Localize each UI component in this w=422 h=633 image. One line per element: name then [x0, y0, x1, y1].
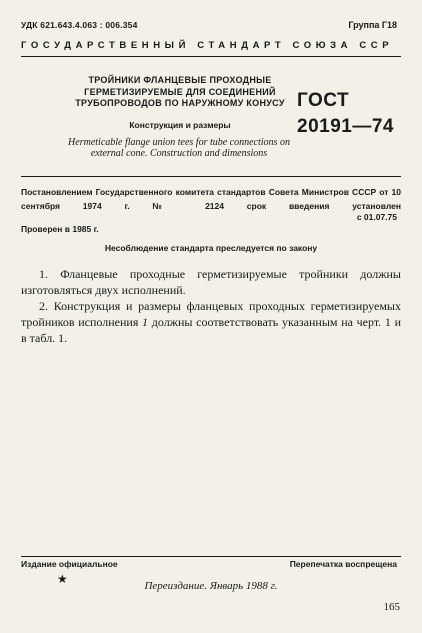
effective-date: с 01.07.75 — [356, 212, 397, 222]
paragraph-1: 1. Фланцевые проходные герметизируемые тройники должны изготовляться двух исполнений. — [21, 267, 401, 297]
paragraph-2-end: должны соответствовать указанным на черт. 1 и в табл. 1. — [21, 315, 401, 345]
gost-label: ГОСТ — [297, 90, 350, 111]
page-number: 165 — [383, 601, 400, 613]
udk-code: УДК 621.643.4.063 : 006.354 — [21, 20, 138, 30]
top-rule — [21, 56, 401, 57]
paragraph-2 — [21, 298, 401, 346]
official-edition: Издание официальное — [21, 559, 118, 569]
paragraph-2-start: 2. Конструкция и размеры фланцевых проходных герметизируемых тройников исполнения — [21, 299, 401, 329]
state-standard-banner: ГОСУДАРСТВЕННЫЙ СТАНДАРТ СОЮЗА ССР — [21, 40, 394, 51]
bottom-rule — [21, 556, 401, 557]
russian-subtitle: Конструкция и размеры — [129, 120, 231, 130]
decree-text: Постановлением Государственного комитета стандартов Совета Министров СССР от 10 сентября 1974 г. № 2124 срок введения установлен — [21, 187, 401, 211]
middle-rule — [21, 176, 401, 177]
variant-number: 1 — [142, 315, 149, 329]
group-code: Группа Г18 — [348, 20, 397, 30]
russian-title: ТРОЙНИКИ ФЛАНЦЕВЫЕ ПРОХОДНЫЕ ГЕРМЕТИЗИРУЕМЫЕ ДЛЯ СОЕДИНЕНИЙ ТРУБОПРОВОДОВ ПО НАРУЖНОМУ КОНУСУ — [75, 75, 285, 108]
gost-number: 20191—74 — [297, 116, 394, 137]
reissue-note: Переиздание. Январь 1988 г. — [144, 580, 278, 592]
checked-year: Проверен в 1985 г. — [21, 224, 99, 234]
legal-warning: Несоблюдение стандарта преследуется по закону — [104, 243, 318, 253]
reprint-notice: Перепечатка воспрещена — [289, 559, 397, 569]
star-mark: ★ — [57, 572, 68, 586]
english-title: Hermeticable flange union tees for tube connections on external cone. Construction and dimensions — [68, 137, 290, 159]
